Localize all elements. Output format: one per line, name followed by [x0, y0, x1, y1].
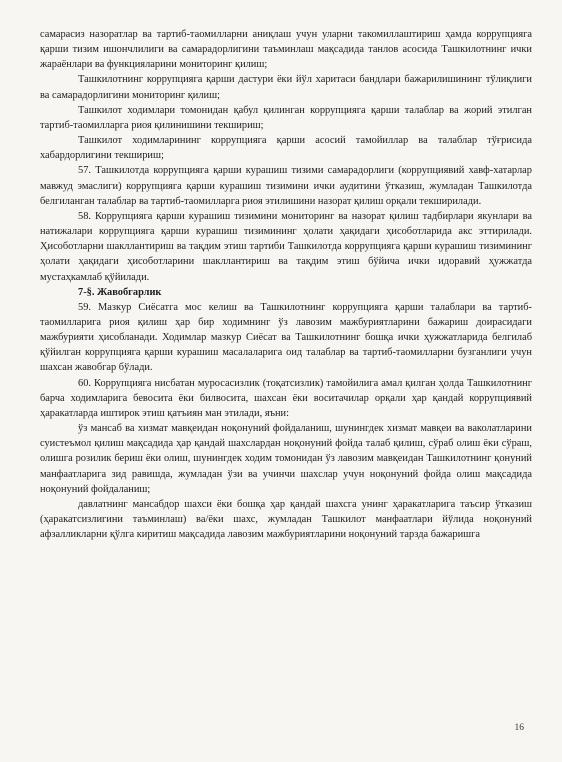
paragraph: Ташкилот ходимлари томонидан қабул қилинган коррупцияга қарши талаблар ва жорий этилган тартиб-таомилларга риоя қилинишини текшириш; [40, 104, 532, 131]
page-body [40, 27, 532, 542]
paragraph-60: 60. Коррупцияга нисбатан муросасизлик (тоқатсизлик) тамойилига амал қилган ҳолда Ташкилотнинг барча ходимларига бевосита ёки билвосита, шахсан ёки воситачилар орқали ҳар қандай коррупциявий ҳаракатларда иштирок этиш қатъиян ман этилади, яъни: [40, 377, 532, 419]
paragraph: ўз мансаб ва хизмат мавқеидан ноқонуний фойдаланиш, шунингдек хизмат мавқеи ва ваколатларини суистеъмол қилиш мақсадида ҳар қандай шахслардан ноқонуний фойда талаб қилиш, сўраб олиш ёки сўраш, олишга розилик бериш ёки олиш, шунингдек ходим томонидан ўз лавозим мавқеидан Ташкилотнинг қонуний манфаатларига зид равишда, жумладан ўзи ва учинчи шахслар учун ноқонуний фойда олиш мақсадида ноқонуний фойдаланиш; [40, 423, 532, 495]
section-heading: 7-§. Жавобгарлик [78, 286, 162, 298]
page-number: 16 [514, 723, 524, 733]
paragraph: Ташкилотнинг коррупцияга қарши дастури ёки йўл харитаси бандлари бажарилишининг тўлиқлиги ва самарадорлигини мониторинг қилиш; [40, 74, 532, 101]
paragraph-57: 57. Ташкилотда коррупцияга қарши курашиш тизими самарадорлиги (коррупциявий хавф-хатарлар мавжуд эмаслиги) коррупцияга қарши курашиш тизимини ички аудитини ўтказиш, жумладан Ташкилотда белгиланган талаблар ва тартиб-таомилларга риоя этилишини назорат қилиш орқали текширилади. [40, 165, 532, 207]
paragraph-58: 58. Коррупцияга қарши курашиш тизимини мониторинг ва назорат қилиш тадбирлари якунлари ва натижалари коррупцияга қарши курашиш тизимининг ҳолати ҳақидаги ҳисоботларида акс эттирилади. Ҳисоботларни шакллантириш ва тақдим этиш тартиби Ташкилотда коррупцияга қарши курашиш тизимининг ҳолати ҳақидаги ҳисоботларини шакллантириш ва тақдим этиш бўйича ички идоравий ҳужжатда мустаҳкамлаб қўйилади. [40, 210, 532, 283]
paragraph: давлатнинг мансабдор шахси ёки бошқа ҳар қандай шахсга унинг ҳаракатларига таъсир ўтказиш (ҳаракатсизлигини таъминлаш) ва/ёки шахс, жумладан Ташкилот манфаатлари йўлида ноқонуний афзалликларни қўлга киритиш мақсадида лавозим мажбуриятларини ноқонуний тарзда бажаришга [40, 498, 532, 541]
paragraph: Ташкилот ходимларининг коррупцияга қарши асосий тамойиллар ва талаблар тўғрисида хабардорлигини текшириш; [40, 135, 532, 162]
paragraph-59: 59. Мазкур Сиёсатга мос келиш ва Ташкилотнинг коррупцияга қарши талаблари ва тартиб-таомилларига риоя қилиш ҳар бир ходимнинг ўз лавозим мажбуриятларини бажариш доирасидаги мажбурияти ҳисобланади. Ходимлар мазкур Сиёсат ва Ташкилотнинг бошқа ички ҳужжатларида белгилаб қўйилган коррупцияга қарши курашиш масалаларига оид талаблар ва тартиб-таомилларни бузганлиги учун шахсан жавобгар бўлади. [40, 301, 532, 374]
paragraph: самарасиз назоратлар ва тартиб-таомилларни аниқлаш учун уларни такомиллаштириш ҳамда коррупцияга қарши тизим ишончлилиги ва самарадорлигини таъминлаш мақсадида танлов асосида Ташкилотнинг ички жараёнлари ва функцияларини мониторинг қилиш; [40, 29, 532, 71]
